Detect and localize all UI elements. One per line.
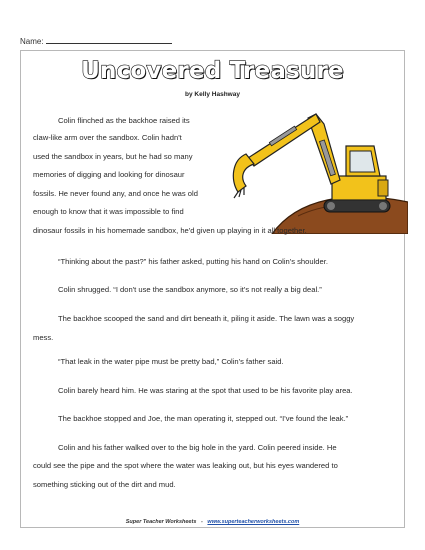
story-title: Uncovered Treasure (81, 58, 344, 84)
footer-brand: Super Teacher Worksheets (125, 519, 197, 525)
story-line: dinosaur fossils in his homemade sandbox, he'd given up playing in it all together. (33, 226, 307, 235)
story-line: Colin shrugged. “I don't use the sandbox anymore, so it's not really a big deal.” (58, 285, 322, 294)
name-field (20, 36, 172, 46)
name-blank-line[interactable] (46, 36, 172, 44)
story-line: used the sandbox in years, but he had so many (33, 152, 193, 161)
story-line: fossils. He never found any, and once he was old (33, 189, 198, 198)
story-line: memories of digging and looking for dinosaur (33, 170, 185, 179)
footer-separator: - (200, 519, 203, 525)
story-line: “That leak in the water pipe must be pretty bad,” Colin's father said. (58, 357, 284, 366)
story-line: “Thinking about the past?” his father asked, putting his hand on Colin's shoulder. (58, 257, 328, 266)
story-line: claw-like arm over the sandbox. Colin hadn't (33, 133, 182, 142)
story-line: could see the pipe and the spot where the water was leaking out, but his eyes wandered to (33, 461, 338, 470)
name-label: Name: (20, 37, 44, 46)
story-line: Colin flinched as the backhoe raised its (58, 116, 190, 125)
story-line: something sticking out of the dirt and mud. (33, 480, 176, 489)
footer-url-link[interactable]: www.superteacherworksheets.com (207, 519, 300, 525)
story-line: The backhoe stopped and Joe, the man operating it, stepped out. “I've found the leak.” (58, 414, 349, 423)
story-line: Colin barely heard him. He was staring at the spot that used to be his favorite play area. (58, 386, 353, 395)
footer (0, 519, 425, 525)
story-line: enough to know that it was impossible to find (33, 207, 184, 216)
story-line: The backhoe scooped the sand and dirt beneath it, piling it aside. The lawn was a soggy (58, 314, 355, 323)
story-byline: by Kelly Hashway (185, 91, 240, 98)
story-line: Colin and his father walked over to the big hole in the yard. Colin peered inside. He (58, 443, 337, 452)
story-line: mess. (33, 333, 54, 342)
